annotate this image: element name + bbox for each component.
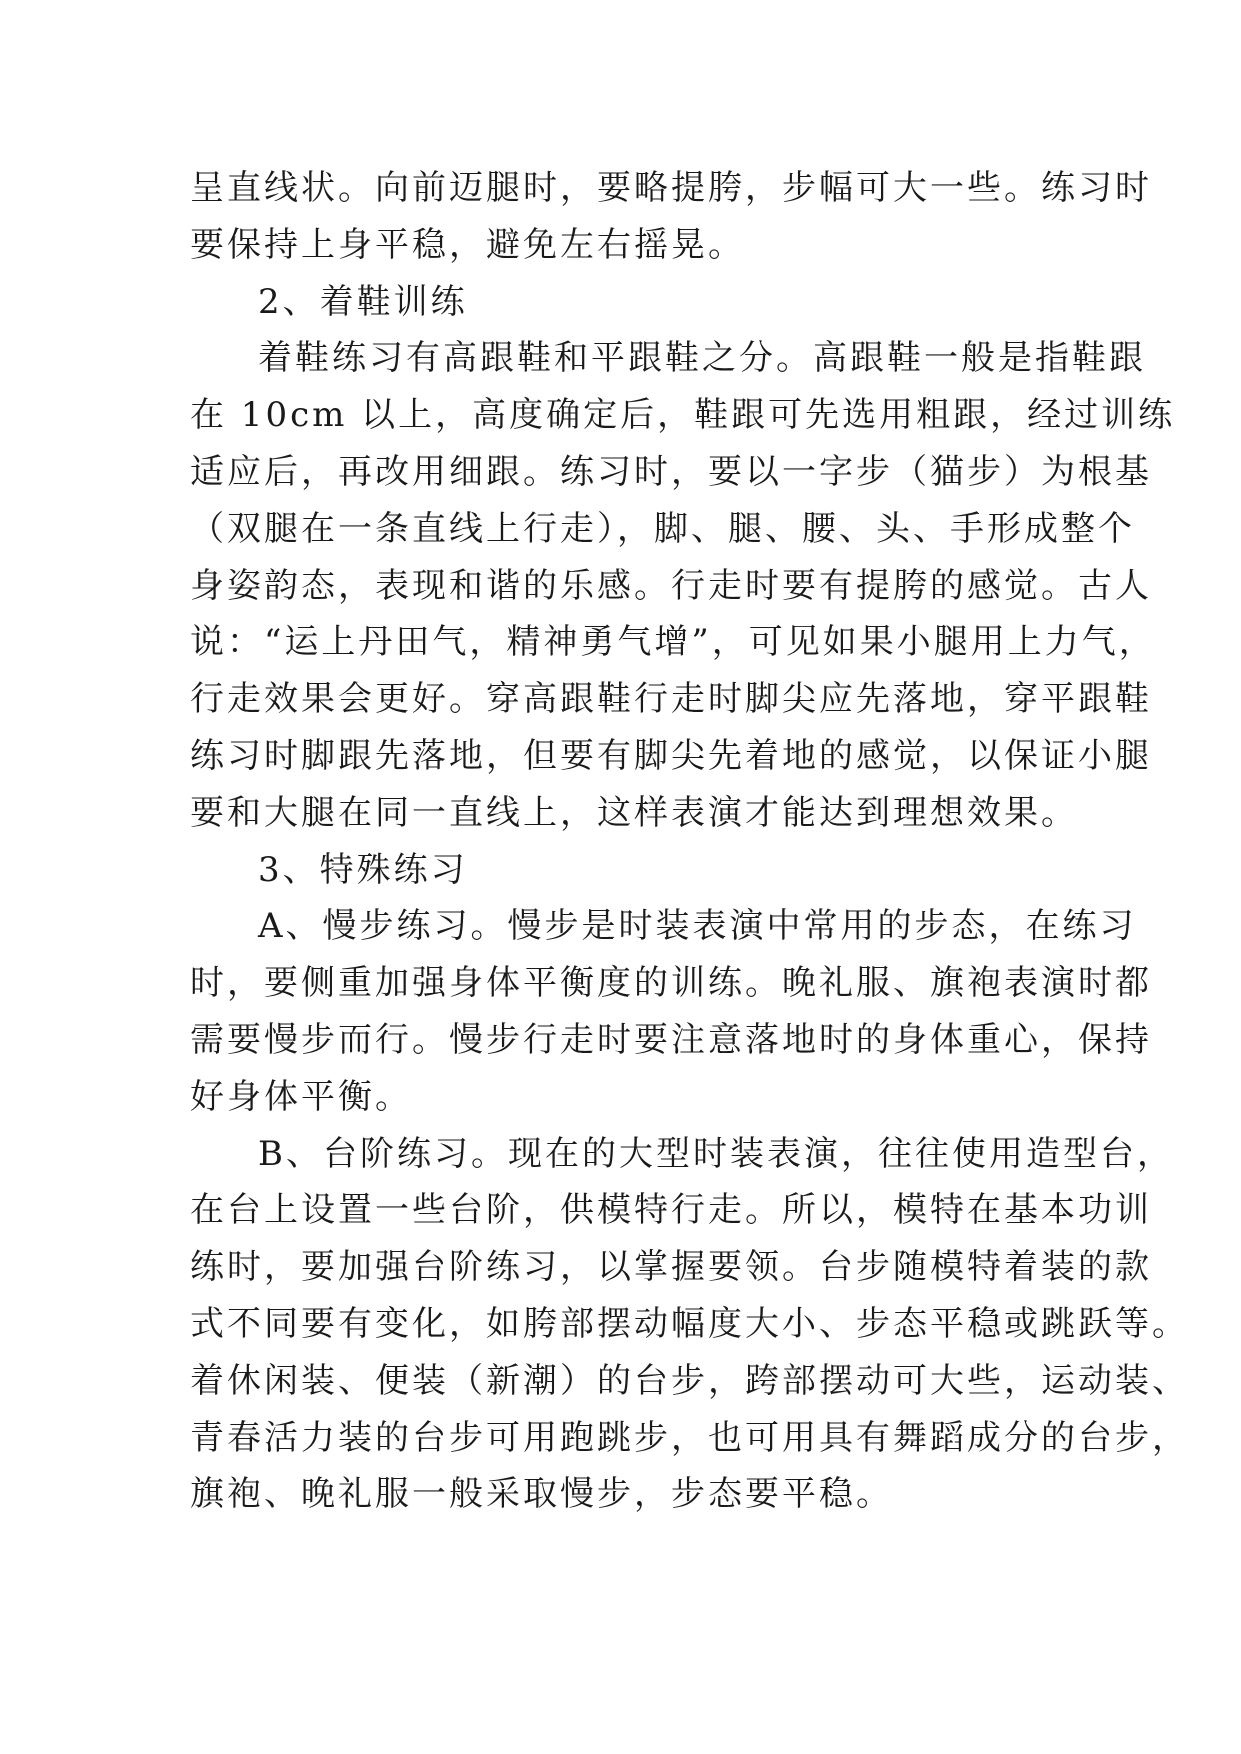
text-line: B、台阶练习。现在的大型时装表演，往往使用造型台， (258, 1133, 1174, 1174)
text-line: 青春活力装的台步可用跑跳步，也可用具有舞蹈成分的台步， (190, 1417, 1189, 1458)
text-line: 在台上设置一些台阶，供模特行走。所以，模特在基本功训 (190, 1190, 1152, 1231)
text-line: 练习时脚跟先落地，但要有脚尖先着地的感觉，以保证小腿 (190, 735, 1152, 776)
text-line: 式不同要有变化，如胯部摆动幅度大小、步态平稳或跳跃等。 (190, 1303, 1189, 1344)
text-line: 3、特殊练习 (258, 849, 468, 890)
text-line: 2、着鞋训练 (258, 281, 468, 322)
text-line: 时，要侧重加强身体平衡度的训练。晚礼服、旗袍表演时都 (190, 963, 1152, 1004)
text-line: 身姿韵态，表现和谐的乐感。行走时要有提胯的感觉。古人 (190, 565, 1152, 606)
text-line: 说：“运上丹田气，精神勇气增”，可见如果小腿用上力气， (190, 622, 1156, 663)
text-line: 着鞋练习有高跟鞋和平跟鞋之分。高跟鞋一般是指鞋跟 (258, 338, 1146, 379)
text-line: 行走效果会更好。穿高跟鞋行走时脚尖应先落地，穿平跟鞋 (190, 679, 1152, 720)
text-line: 着休闲装、便装（新潮）的台步，跨部摆动可大些，运动装、 (190, 1360, 1189, 1401)
text-line: 需要慢步而行。慢步行走时要注意落地时的身体重心，保持 (190, 1019, 1152, 1060)
text-line: 在 10cm 以上，高度确定后，鞋跟可先选用粗跟，经过训练 (190, 395, 1176, 436)
text-line: A、慢步练习。慢步是时装表演中常用的步态，在练习 (258, 906, 1137, 947)
text-line: 要保持上身平稳，避免左右摇晃。 (190, 224, 745, 265)
text-line: 要和大腿在同一直线上，这样表演才能达到理想效果。 (190, 792, 1078, 833)
text-line: 练时，要加强台阶练习，以掌握要领。台步随模特着装的款 (190, 1247, 1152, 1288)
text-line: 旗袍、晚礼服一般采取慢步，步态要平稳。 (190, 1474, 893, 1515)
body-text (190, 160, 1189, 1523)
text-line: 适应后，再改用细跟。练习时，要以一字步（猫步）为根基 (190, 451, 1152, 492)
text-line: （双腿在一条直线上行走），脚、腿、腰、头、手形成整个 (190, 508, 1135, 549)
text-line: 好身体平衡。 (190, 1076, 412, 1117)
text-line: 呈直线状。向前迈腿时，要略提胯，步幅可大一些。练习时 (190, 168, 1152, 208)
